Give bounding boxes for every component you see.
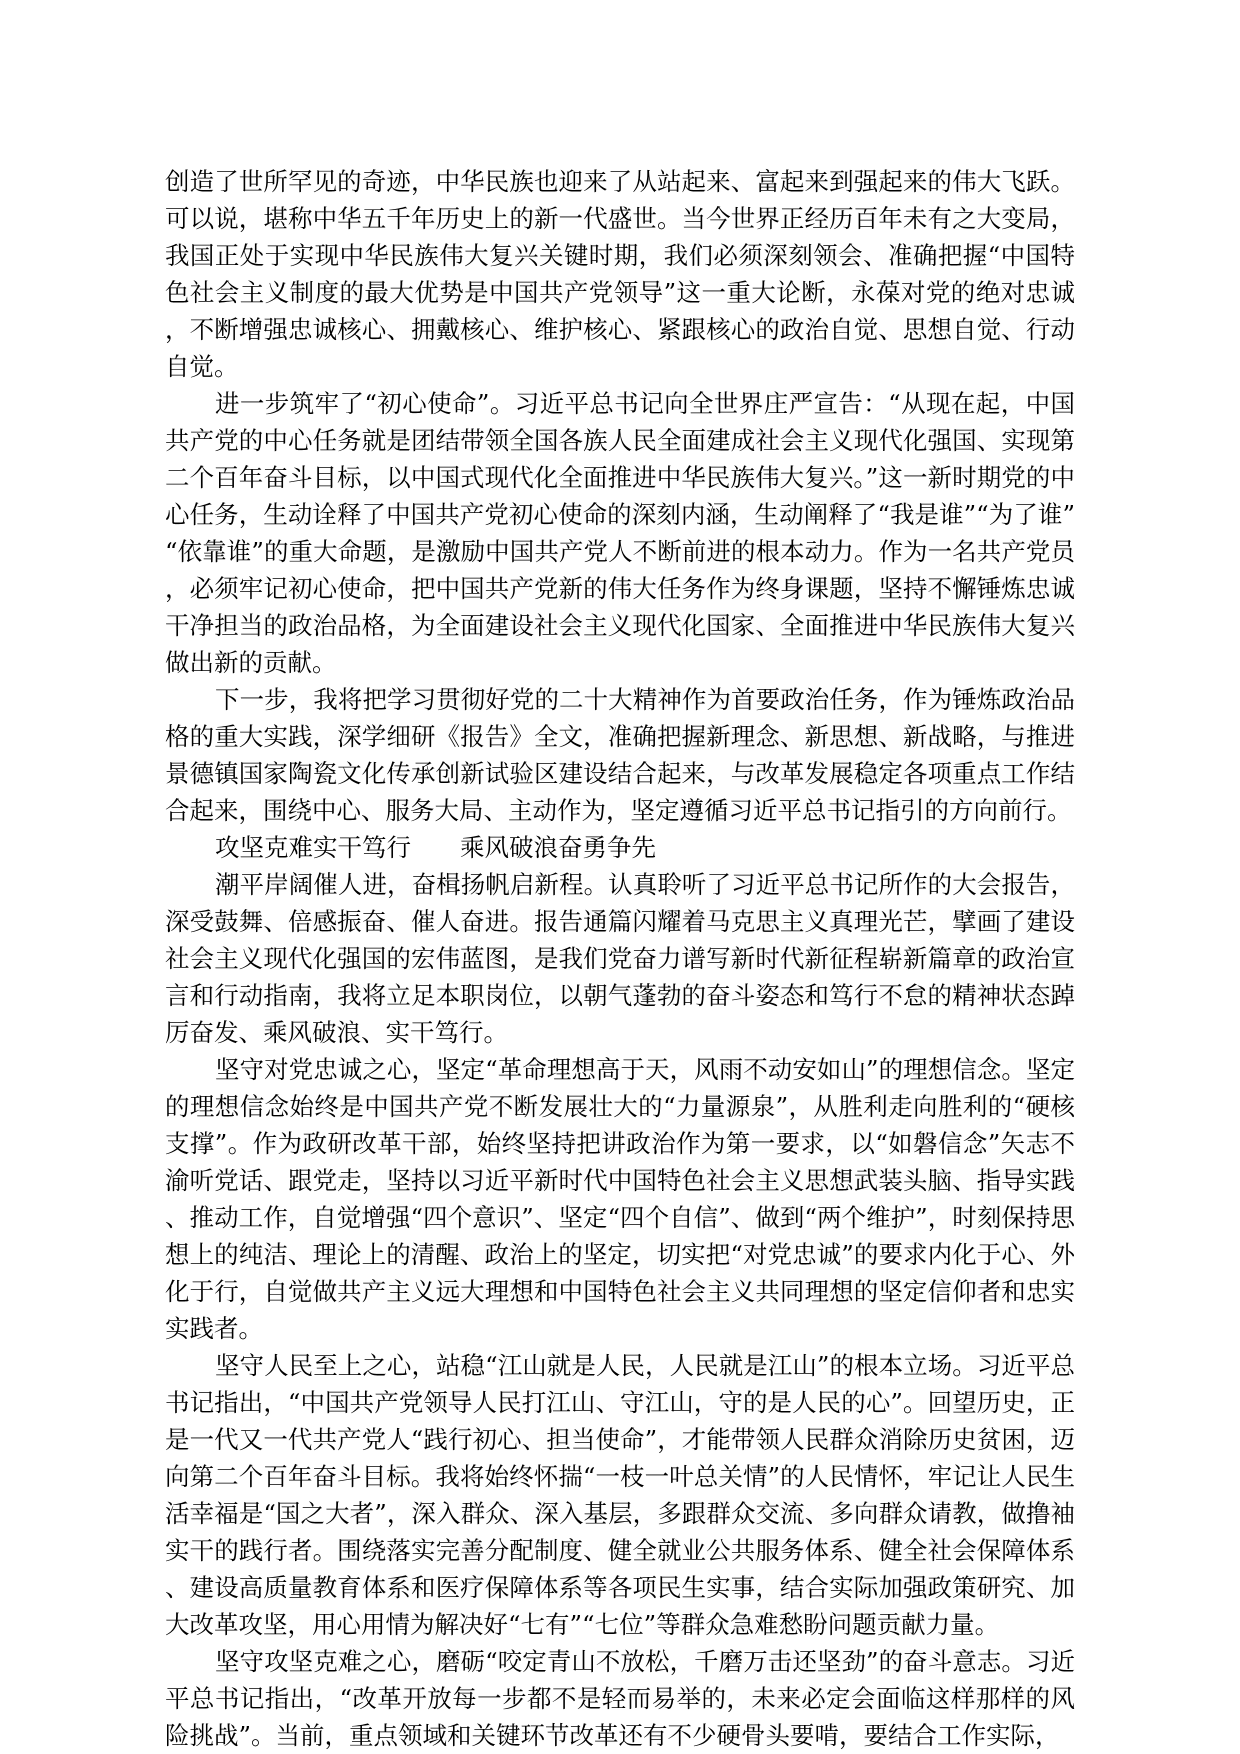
paragraph-people: 坚守人民至上之心，站稳“江山就是人民，人民就是江山”的根本立场。习近平总书记指出，“中国共产党领导人民打江山、守江山，守的是人民的心”。回望历史，正是一代又一代共产党人“践行初心、担当使命”，才能带领人民群众消除历史贫困，迈向第二个百年奋斗目标。我将始终怀揣“一枝一叶总关情”的人民情怀，牢记让人民生活幸福是“国之大者”，深入群众、深入基层，多跟群众交流、多向群众请教，做撸袖实干的践行者。围绕落实完善分配制度、健全就业公共服务体系、健全社会保障体系、建设高质量教育体系和医疗保障体系等各项民生实事，结合实际加强政策研究、加大改革攻坚，用心用情为解决好“七有”“七位”等群众急难愁盼问题贡献力量。 [165,1351,1075,1639]
paragraph-continuation: 创造了世所罕见的奇迹，中华民族也迎来了从站起来、富起来到强起来的伟大飞跃。可以说，堪称中华五千年历史上的新一代盛世。当今世界正经历百年未有之大变局，我国正处于实现中华民族伟大复兴关键时期，我们必须深刻领会、准确把握“中国特色社会主义制度的最大优势是中国共产党领导”这一重大论断，永葆对党的绝对忠诚，不断增强忠诚核心、拥戴核心、维护核心、紧跟核心的政治自觉、思想自觉、行动自觉。 [165,167,1075,381]
paragraph-perseverance: 坚守攻坚克难之心，磨砺“咬定青山不放松，千磨万击还坚劲”的奋斗意志。习近平总书记指出，“改革开放每一步都不是轻而易举的，未来必定会面临这样那样的风险挑战”。当前，重点领域和关键环节改革还有不少硬骨头要啃，要结合工作实际， [165,1647,1075,1750]
paragraph-next-step: 下一步，我将把学习贯彻好党的二十大精神作为首要政治任务，作为锤炼政治品格的重大实践，深学细研《报告》全文，准确把握新理念、新思想、新战略，与推进景德镇国家陶瓷文化传承创新试验区建设结合起来，与改革发展稳定各项重点工作结合起来，围绕中心、服务大局、主动作为，坚定遵循习近平总书记指引的方向前行。 [165,685,1075,825]
paragraph-intro: 潮平岸阔催人进，奋楫扬帆启新程。认真聆听了习近平总书记所作的大会报告，深受鼓舞、倍感振奋、催人奋进。报告通篇闪耀着马克思主义真理光芒，擘画了建设社会主义现代化强国的宏伟蓝图，是我们党奋力谱写新时代新征程崭新篇章的政治宣言和行动指南，我将立足本职岗位，以朝气蓬勃的奋斗姿态和笃行不怠的精神状态踔厉奋发、乘风破浪、实干笃行。 [165,870,1075,1047]
paragraph-loyalty: 坚守对党忠诚之心，坚定“革命理想高于天，风雨不动安如山”的理想信念。坚定的理想信念始终是中国共产党不断发展壮大的“力量源泉”，从胜利走向胜利的“硬核支撑”。作为政研改革干部，始终坚持把讲政治作为第一要求，以“如磐信念”矢志不渝听党话、跟党走，坚持以习近平新时代中国特色社会主义思想武装头脑、指导实践、推动工作，自觉增强“四个意识”、坚定“四个自信”、做到“两个维护”，时刻保持思想上的纯洁、理论上的清醒、政治上的坚定，切实把“对党忠诚”的要求内化于心、外化于行，自觉做共产主义远大理想和中国特色社会主义共同理想的坚定信仰者和忠实实践者。 [165,1055,1075,1343]
paragraph-mission: 进一步筑牢了“初心使命”。习近平总书记向全世界庄严宣告：“从现在起，中国共产党的中心任务就是团结带领全国各族人民全面建成社会主义现代化强国、实现第二个百年奋斗目标，以中国式现代化全面推进中华民族伟大复兴。”这一新时期党的中心任务，生动诠释了中国共产党初心使命的深刻内涵，生动阐释了“我是谁”“为了谁”“依靠谁”的重大命题，是激励中国共产党人不断前进的根本动力。作为一名共产党员，必须牢记初心使命，把中国共产党新的伟大任务作为终身课题，坚持不懈锤炼忠诚干净担当的政治品格，为全面建设社会主义现代化国家、全面推进中华民族伟大复兴做出新的贡献。 [165,389,1075,677]
section-heading: 攻坚克难实干笃行 乘风破浪奋勇争先 [215,833,656,862]
